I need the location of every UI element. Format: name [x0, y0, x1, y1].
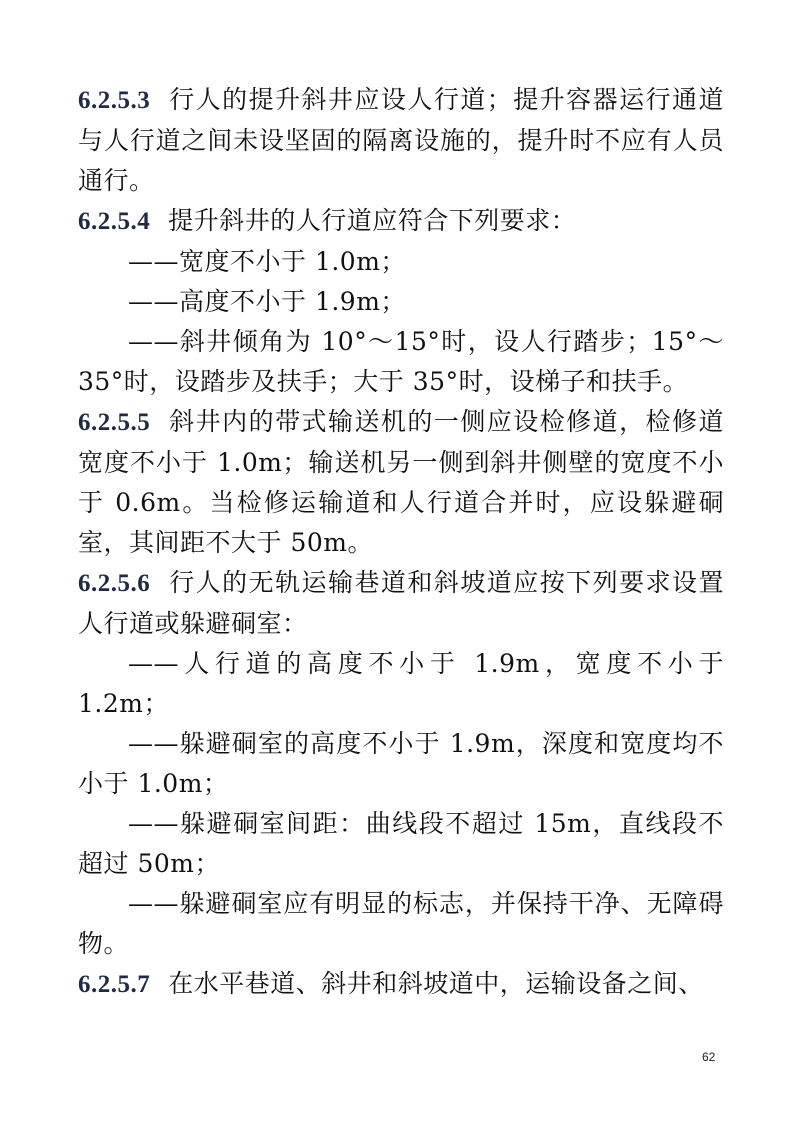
clause-6-2-5-6 — [78, 563, 724, 644]
list-item: ——躲避硐室应有明显的标志，并保持干净、无障碍物。 — [78, 889, 724, 958]
clause-number: 6.2.5.4 — [78, 208, 151, 235]
clause-text: 行人的提升斜井应设人行道；提升容器运行通道与人行道之间未设坚固的隔离设施的，提升时不应有人员通行。 — [78, 85, 724, 195]
clause-number: 6.2.5.7 — [78, 971, 151, 998]
clause-number: 6.2.5.5 — [78, 409, 151, 436]
list-item: ——人行道的高度不小于 1.9m，宽度不小于 1.2m； — [78, 649, 724, 718]
document-body — [78, 80, 724, 1005]
clause-6-2-5-5 — [78, 402, 724, 563]
list-item: ——高度不小于 1.9m； — [128, 287, 406, 316]
page-number: 62 — [702, 1050, 716, 1064]
list-item: ——宽度不小于 1.0m； — [128, 247, 406, 276]
clause-6-2-5-3 — [78, 80, 724, 201]
clause-text: 斜井内的带式输送机的一侧应设检修道，检修道宽度不小于 1.0m；输送机另一侧到斜井侧壁的宽度不小于 0.6m。当检修运输道和人行道合并时，应设躲避硐室，其间距不大于 50m。 — [78, 407, 724, 557]
list-item: ——斜井倾角为 10°～15°时，设人行踏步；15°～35°时，设踏步及扶手；大于 35°时，设梯子和扶手。 — [78, 327, 724, 396]
clause-number: 6.2.5.3 — [78, 87, 151, 114]
clause-text: 提升斜井的人行道应符合下列要求： — [168, 206, 577, 235]
clause-text: 在水平巷道、斜井和斜坡道中，运输设备之间、 — [168, 969, 704, 998]
clause-text: 行人的无轨运输巷道和斜坡道应按下列要求设置人行道或躲避硐室： — [78, 568, 724, 638]
clause-number: 6.2.5.6 — [78, 570, 151, 597]
clause-6-2-5-7 — [78, 964, 724, 1005]
list-item: ——躲避硐室的高度不小于 1.9m，深度和宽度均不小于 1.0m； — [78, 729, 724, 798]
list-item: ——躲避硐室间距：曲线段不超过 15m，直线段不超过 50m； — [78, 809, 724, 878]
clause-6-2-5-4 — [78, 201, 724, 242]
